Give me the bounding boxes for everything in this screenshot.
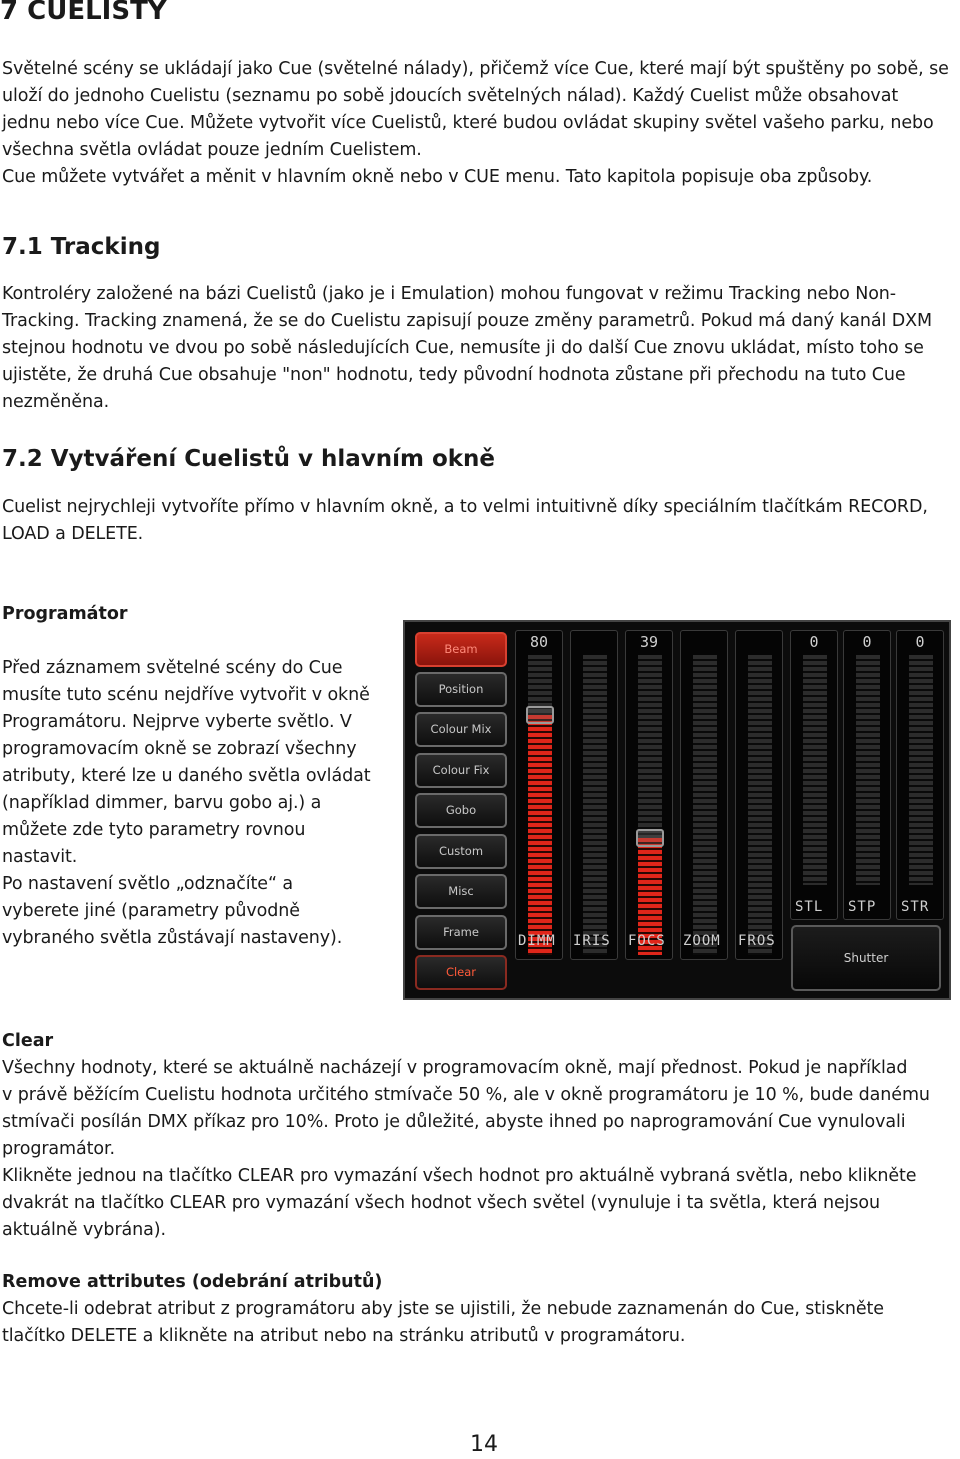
clear-line: Klikněte jednou na tlačítko CLEAR pro vymazání všech hodnot pro aktuálně vybraná světla, nebo klikněte: [2, 1166, 917, 1186]
fader-fros[interactable]: [735, 630, 783, 960]
programmer-line: musíte tuto scénu nejdříve vytvořit v okně: [2, 685, 370, 705]
main-window-line: LOAD a DELETE.: [2, 524, 144, 544]
page-number: 14: [470, 1432, 498, 1457]
intro-paragraph: [2, 56, 949, 191]
strip-value: 0: [809, 633, 819, 651]
remove-paragraph: [2, 1296, 884, 1350]
programmer-line: programovacím okně se zobrazí všechny: [2, 739, 357, 759]
colour-mix-button[interactable]: Colour Mix: [415, 712, 507, 747]
beam-button[interactable]: Beam: [415, 632, 507, 667]
colour-fix-button[interactable]: Colour Fix: [415, 753, 507, 788]
programmer-line: vybraného světla zůstávají nastaveny).: [2, 928, 343, 948]
fader-track[interactable]: [693, 655, 717, 955]
tracking-line: stejnou hodnotu ve dvou po sobě následujících Cue, nemusíte ji do další Cue znovu ukládat, místo toho se: [2, 338, 924, 358]
intro-line: všechna světla ovládat pouze jedním Cuelistem.: [2, 140, 422, 160]
fader-track[interactable]: [638, 655, 662, 955]
clear-line: stmívači posílán DMX příkaz pro 10%. Proto je důležité, abyste ihned po naprogramování Cue vynulovali: [2, 1112, 906, 1132]
tracking-line: ujistěte, že druhá Cue obsahuje "non" hodnotu, tedy původní hodnota zůstane při přechodu na tuto Cue: [2, 365, 906, 385]
fader-knob[interactable]: [526, 706, 554, 724]
strip-stl[interactable]: [790, 630, 838, 920]
fader-fill: [528, 715, 552, 955]
section-title-tracking: 7.1 Tracking: [2, 234, 161, 260]
frame-button[interactable]: Frame: [415, 915, 507, 950]
chapter-title: 7 CUELISTY: [0, 0, 167, 26]
fader-iris[interactable]: [570, 630, 618, 960]
fader-focs[interactable]: [625, 630, 673, 960]
clear-line: programátor.: [2, 1139, 115, 1159]
fader-knob[interactable]: [636, 829, 664, 847]
tracking-line: Kontroléry založené na bázi Cuelistů (jako je i Emulation) mohou fungovat v režimu Tracking nebo Non-: [2, 284, 897, 304]
fader-track[interactable]: [748, 655, 772, 955]
clear-paragraph: [2, 1055, 930, 1244]
programmer-line: nastavit.: [2, 847, 78, 867]
fader-zoom[interactable]: [680, 630, 728, 960]
clear-line: Všechny hodnoty, které se aktuálně nacházejí v programovacím okně, mají přednost. Pokud je například: [2, 1058, 908, 1078]
fader-track[interactable]: [528, 655, 552, 955]
tracking-line: nezměněna.: [2, 392, 110, 412]
clear-line: v právě běžícím Cuelistu hodnota určitého stmívače 50 %, ale v okně programátoru je 10 %, bude danému: [2, 1085, 930, 1105]
section-title-main-window: 7.2 Vytváření Cuelistů v hlavním okně: [2, 446, 496, 472]
clear-line: dvakrát na tlačítko CLEAR pro vymazání všech hodnot všech světel (vynuluje i ta světla, která nejsou: [2, 1193, 881, 1213]
remove-line: Chcete-li odebrat atribut z programátoru aby jste se ujistili, že nebude zaznamenán do Cue, stiskněte: [2, 1299, 884, 1319]
remove-line: tlačítko DELETE a klikněte na atribut nebo na stránku atributů v programátoru.: [2, 1326, 686, 1346]
programmer-line: Programátoru. Nejprve vyberte světlo. V: [2, 712, 352, 732]
intro-line: Světelné scény se ukládají jako Cue (světelné nálady), přičemž více Cue, které mají být spuštěny po sobě, se: [2, 59, 949, 79]
fader-label: DIMM: [518, 933, 556, 949]
strip-track[interactable]: [856, 655, 880, 885]
programmer-title: Programátor: [2, 604, 128, 624]
programmer-line: Po nastavení světlo „odznačíte“ a: [2, 874, 294, 894]
programmer-line: vyberete jiné (parametry původně: [2, 901, 300, 921]
main-window-line: Cuelist nejrychleji vytvoříte přímo v hlavním okně, a to velmi intuitivně díky speciálním tlačítkám RECORD,: [2, 497, 928, 517]
clear-title: Clear: [2, 1031, 54, 1051]
programmer-line: můžete zde tyto parametry rovnou: [2, 820, 306, 840]
intro-line: jednu nebo více Cue. Můžete vytvořit více Cuelistů, které budou ovládat skupiny světel vašeho parku, nebo: [2, 113, 934, 133]
shutter-button[interactable]: Shutter: [791, 925, 941, 991]
clear-button[interactable]: Clear: [415, 955, 507, 990]
programmer-panel: [403, 620, 951, 1000]
remove-title: Remove attributes (odebrání atributů): [2, 1272, 383, 1292]
fader-dimm[interactable]: [515, 630, 563, 960]
intro-line: uloží do jednoho Cuelistu (seznamu po sobě jdoucích světelných nálad). Každý Cuelist může obsahovat: [2, 86, 899, 106]
strip-track[interactable]: [909, 655, 933, 885]
main-window-paragraph: [2, 494, 928, 548]
strip-str[interactable]: [896, 630, 944, 920]
tracking-paragraph: [2, 281, 932, 416]
strip-label: STP: [848, 899, 877, 915]
gobo-button[interactable]: Gobo: [415, 793, 507, 828]
strip-value: 0: [862, 633, 872, 651]
fader-label: IRIS: [573, 933, 611, 949]
fader-track[interactable]: [583, 655, 607, 955]
programmer-paragraph: [2, 655, 370, 952]
fader-value: 39: [639, 633, 659, 651]
programmer-line: (například dimmer, barvu gobo aj.) a: [2, 793, 322, 813]
tracking-line: Tracking. Tracking znamená, že se do Cuelistu zapisují pouze změny parametrů. Pokud má daný kanál DXM: [2, 311, 932, 331]
fader-label: ZOOM: [683, 933, 721, 949]
misc-button[interactable]: Misc: [415, 874, 507, 909]
fader-value: 80: [529, 633, 549, 651]
strip-value: 0: [915, 633, 925, 651]
programmer-line: atributy, které lze u daného světla ovládat: [2, 766, 371, 786]
intro-line: Cue můžete vytvářet a měnit v hlavním okně nebo v CUE menu. Tato kapitola popisuje oba způsoby.: [2, 167, 873, 187]
strip-track[interactable]: [803, 655, 827, 885]
strip-label: STR: [901, 899, 930, 915]
fader-label: FROS: [738, 933, 776, 949]
fader-label: FOCS: [628, 933, 666, 949]
position-button[interactable]: Position: [415, 672, 507, 707]
custom-button[interactable]: Custom: [415, 834, 507, 869]
clear-line: aktuálně vybrána).: [2, 1220, 166, 1240]
strip-stp[interactable]: [843, 630, 891, 920]
programmer-line: Před záznamem světelné scény do Cue: [2, 658, 343, 678]
strip-label: STL: [795, 899, 824, 915]
